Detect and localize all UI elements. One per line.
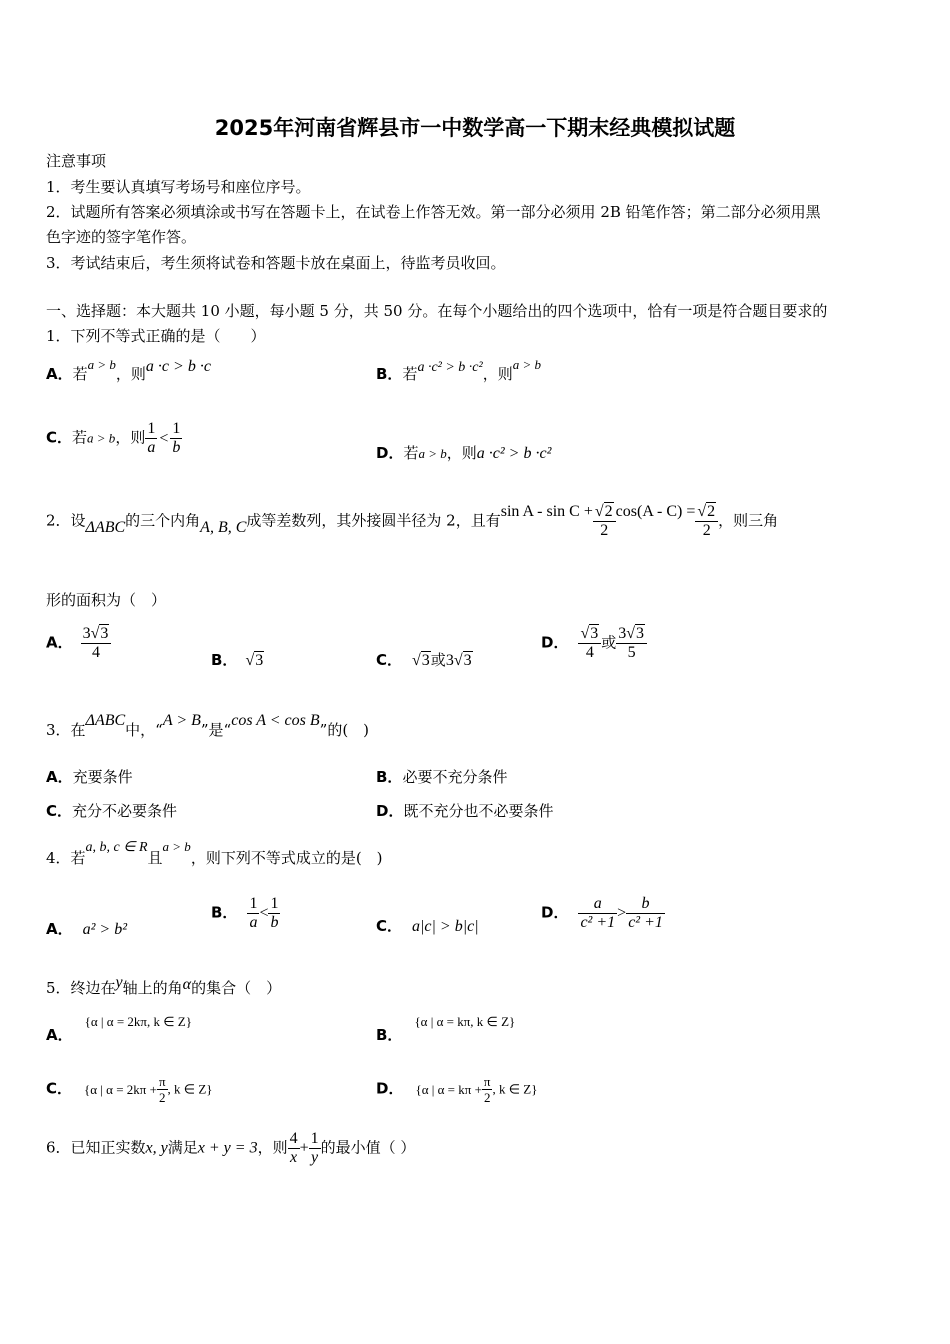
- math: y: [115, 974, 123, 991]
- option-label: C．: [46, 802, 73, 820]
- text: 成等差数列，其外接圆半径为 2，且有: [246, 511, 501, 530]
- text: 若: [72, 428, 88, 447]
- q4-option-c[interactable]: [376, 916, 479, 937]
- option-label: D．: [376, 1079, 404, 1098]
- option-label: D．: [376, 444, 404, 462]
- denominator: 5: [627, 644, 636, 661]
- set-notation: {α | α = 2kπ +: [84, 1081, 157, 1097]
- q6-stem: [46, 1130, 415, 1167]
- q2-option-a[interactable]: [46, 625, 111, 662]
- numerator: π: [158, 1074, 166, 1089]
- math: 3√3: [445, 652, 472, 669]
- numerator: 1: [147, 420, 156, 437]
- math: a ·c > b ·c: [145, 358, 211, 375]
- math: <: [159, 429, 169, 447]
- radicand: 3: [421, 652, 430, 669]
- denominator: a: [249, 914, 258, 931]
- option-label: B．: [211, 903, 238, 922]
- option-label: C．: [376, 917, 403, 935]
- text: 6．已知正实数: [46, 1138, 146, 1157]
- q2-option-c[interactable]: [376, 650, 473, 671]
- numerator: √2: [695, 503, 718, 522]
- math: a > b: [87, 357, 116, 372]
- q1-option-a[interactable]: [46, 357, 211, 385]
- option-label: D．: [376, 802, 404, 820]
- text: ”是“: [200, 721, 232, 739]
- option-label: B．: [376, 365, 403, 383]
- fraction: [695, 503, 718, 540]
- text: ，则: [446, 444, 477, 462]
- text: ，则: [115, 365, 146, 383]
- set-notation: {α | α = kπ +: [415, 1081, 482, 1097]
- q1-option-b[interactable]: [376, 357, 542, 386]
- numerator: 1: [310, 1130, 319, 1147]
- math: A > B: [162, 712, 201, 729]
- fraction: [288, 1130, 300, 1167]
- numerator: a: [578, 895, 617, 914]
- math: a > b: [512, 357, 542, 372]
- math: a > b: [87, 430, 116, 446]
- text: 5．终边在: [46, 979, 116, 997]
- math: a > b: [162, 839, 191, 854]
- text: 的最小值（ ）: [320, 1138, 416, 1157]
- math: A, B, C: [200, 518, 247, 536]
- option-text: 充分不必要条件: [72, 802, 178, 820]
- denominator: 2: [600, 522, 609, 539]
- math: >: [617, 904, 627, 922]
- text: 3．在: [46, 721, 86, 739]
- text: 或: [601, 633, 617, 652]
- notice-item-1: 1．考生要认真填写考场号和座位序号。: [46, 178, 311, 196]
- text: 中，“: [125, 721, 163, 739]
- notice-heading: 注意事项: [46, 152, 107, 170]
- denominator: 2: [483, 1090, 491, 1105]
- q3-option-b[interactable]: [376, 767, 507, 787]
- text: 或: [430, 651, 446, 669]
- fraction: [247, 895, 259, 932]
- notice-item-2: 2．试题所有答案必须填涂或书写在答题卡上，在试卷上作答无效。第一部分必须用 2B 铅笔作答；第二部分必须用黑: [46, 203, 821, 221]
- option-label: D．: [541, 633, 569, 652]
- denominator: y: [311, 1149, 319, 1166]
- option-label: A．: [46, 920, 73, 938]
- option-label: A．: [46, 633, 73, 652]
- math: α: [182, 976, 192, 993]
- math: a, b, c ∈ R: [85, 840, 148, 855]
- q5-option-b[interactable]: [376, 1014, 516, 1046]
- fraction: [268, 895, 280, 932]
- q4-stem: [46, 839, 383, 870]
- numerator: b: [626, 895, 665, 914]
- numerator: 1: [172, 420, 181, 437]
- radicand: 3: [100, 625, 109, 642]
- text: ，则: [482, 365, 513, 383]
- math: x + y = 3: [197, 1139, 258, 1157]
- option-label: A．: [46, 768, 73, 786]
- text: 2．设: [46, 511, 86, 530]
- q1-option-d[interactable]: [376, 443, 551, 464]
- q2-stem-cont: 形的面积为（ ）: [46, 591, 167, 609]
- numerator: π: [483, 1074, 491, 1089]
- radicand: 3: [636, 625, 645, 642]
- section-heading: 一、选择题：本大题共 10 小题，每小题 5 分，共 50 分。在每个小题给出的四个选项中，恰有一项是符合题目要求的: [46, 302, 828, 320]
- math: a|c| > b|c|: [412, 918, 479, 935]
- text: 满足: [167, 1138, 198, 1157]
- fraction: [626, 895, 665, 932]
- q1-stem: 1．下列不等式正确的是（ ）: [46, 327, 266, 345]
- denominator: c² +1: [628, 914, 663, 931]
- radicand: 3: [463, 652, 472, 669]
- fraction: [309, 1130, 321, 1167]
- denominator: 2: [159, 1090, 166, 1105]
- denominator: b: [270, 914, 279, 931]
- math: <: [259, 904, 269, 922]
- text: ，则: [115, 428, 146, 447]
- math: sin A - sin C +: [500, 502, 593, 520]
- q5-option-a[interactable]: [46, 1014, 192, 1046]
- denominator: a: [147, 439, 156, 456]
- fraction: [616, 625, 647, 662]
- math: cos(A - C) =: [615, 502, 696, 520]
- text: ”的( ): [319, 721, 370, 739]
- q3-option-c[interactable]: [46, 801, 177, 821]
- option-label: C．: [376, 651, 403, 669]
- q5-stem: [46, 974, 282, 999]
- option-label: B．: [376, 1026, 403, 1044]
- option-label: C．: [46, 1079, 73, 1098]
- option-label: B．: [211, 651, 238, 669]
- q1-option-c[interactable]: [46, 420, 182, 457]
- radicand: 3: [255, 652, 264, 669]
- q4-option-d[interactable]: [541, 895, 665, 932]
- radicand: 2: [707, 503, 716, 520]
- fraction: [593, 503, 616, 540]
- page-title: 2025年河南省辉县市一中数学高一下期末经典模拟试题: [214, 116, 736, 140]
- q2-option-d[interactable]: [541, 625, 647, 662]
- q5-option-d[interactable]: [376, 1074, 538, 1105]
- denominator: 4: [585, 644, 594, 661]
- text: 若: [72, 365, 88, 383]
- option-label: B．: [376, 768, 403, 786]
- set-notation: {α | α = 2kπ, k ∈ Z}: [84, 1014, 192, 1029]
- set-notation: , k ∈ Z}: [492, 1081, 538, 1097]
- math: a ·c² > b ·c²: [417, 360, 483, 375]
- q4-option-b[interactable]: [211, 895, 280, 932]
- denominator: c² +1: [580, 914, 616, 931]
- text: 4．若: [46, 849, 86, 867]
- fraction: [578, 895, 617, 932]
- math: a ·c² > b ·c²: [476, 445, 552, 462]
- option-label: C．: [46, 428, 73, 447]
- radicand: 2: [604, 503, 613, 520]
- numerator: 3√3: [616, 625, 647, 644]
- fraction: [145, 420, 157, 457]
- math: cos A < cos B: [231, 712, 320, 729]
- denominator: b: [172, 439, 181, 456]
- q2-stem: [46, 503, 778, 540]
- fraction: [482, 1074, 493, 1105]
- option-label: D．: [541, 903, 569, 922]
- set-notation: {α | α = kπ, k ∈ Z}: [414, 1014, 516, 1029]
- set-notation: , k ∈ Z}: [167, 1081, 213, 1097]
- text: 轴上的角: [122, 979, 183, 997]
- fraction: [81, 625, 112, 662]
- q2-option-b[interactable]: [211, 650, 264, 671]
- fraction: [157, 1074, 168, 1105]
- numerator: 3√3: [81, 625, 112, 644]
- text: 的集合（ ）: [191, 979, 282, 997]
- option-text: 既不充分也不必要条件: [403, 802, 554, 820]
- math: √3: [245, 652, 264, 669]
- fraction: [170, 420, 182, 457]
- text: ，则下列不等式成立的是( ): [190, 849, 383, 867]
- text: ，则三角: [718, 511, 779, 530]
- q3-stem: [46, 712, 370, 741]
- coefficient: 3: [618, 625, 627, 642]
- math: +: [299, 1139, 309, 1157]
- notice-item-2-cont: 色字迹的签字笔作答。: [46, 228, 197, 246]
- option-label: A．: [46, 1026, 73, 1044]
- math: ΔABC: [85, 712, 126, 729]
- q3-option-d[interactable]: [376, 801, 553, 821]
- option-text: 充要条件: [72, 768, 133, 786]
- math: x, y: [145, 1139, 168, 1157]
- text: ，则: [257, 1138, 288, 1157]
- denominator: x: [290, 1149, 298, 1166]
- denominator: 4: [92, 644, 100, 661]
- math: √3: [412, 652, 430, 669]
- numerator: √3: [578, 625, 601, 644]
- numerator: 1: [270, 895, 279, 912]
- option-label: A．: [46, 365, 73, 383]
- fraction: [578, 625, 601, 662]
- text: 若: [402, 365, 418, 383]
- numerator: 1: [249, 895, 258, 912]
- text: 的三个内角: [125, 511, 201, 530]
- text: 若: [403, 444, 419, 462]
- numerator: √2: [593, 503, 616, 522]
- notice-item-3: 3．考试结束后，考生须将试卷和答题卡放在桌面上，待监考员收回。: [46, 254, 506, 272]
- numerator: 4: [289, 1130, 298, 1147]
- math: a > b: [418, 446, 447, 461]
- option-text: 必要不充分条件: [402, 768, 508, 786]
- coefficient: 3: [445, 652, 454, 669]
- radicand: 3: [590, 625, 599, 642]
- math: ΔABC: [85, 518, 126, 536]
- q3-option-a[interactable]: [46, 767, 133, 787]
- math: a² > b²: [82, 921, 127, 938]
- q5-option-c[interactable]: [46, 1074, 213, 1105]
- denominator: 2: [702, 522, 711, 539]
- q4-option-a[interactable]: [46, 919, 127, 940]
- text: 且: [147, 849, 163, 867]
- coefficient: 3: [82, 625, 91, 642]
